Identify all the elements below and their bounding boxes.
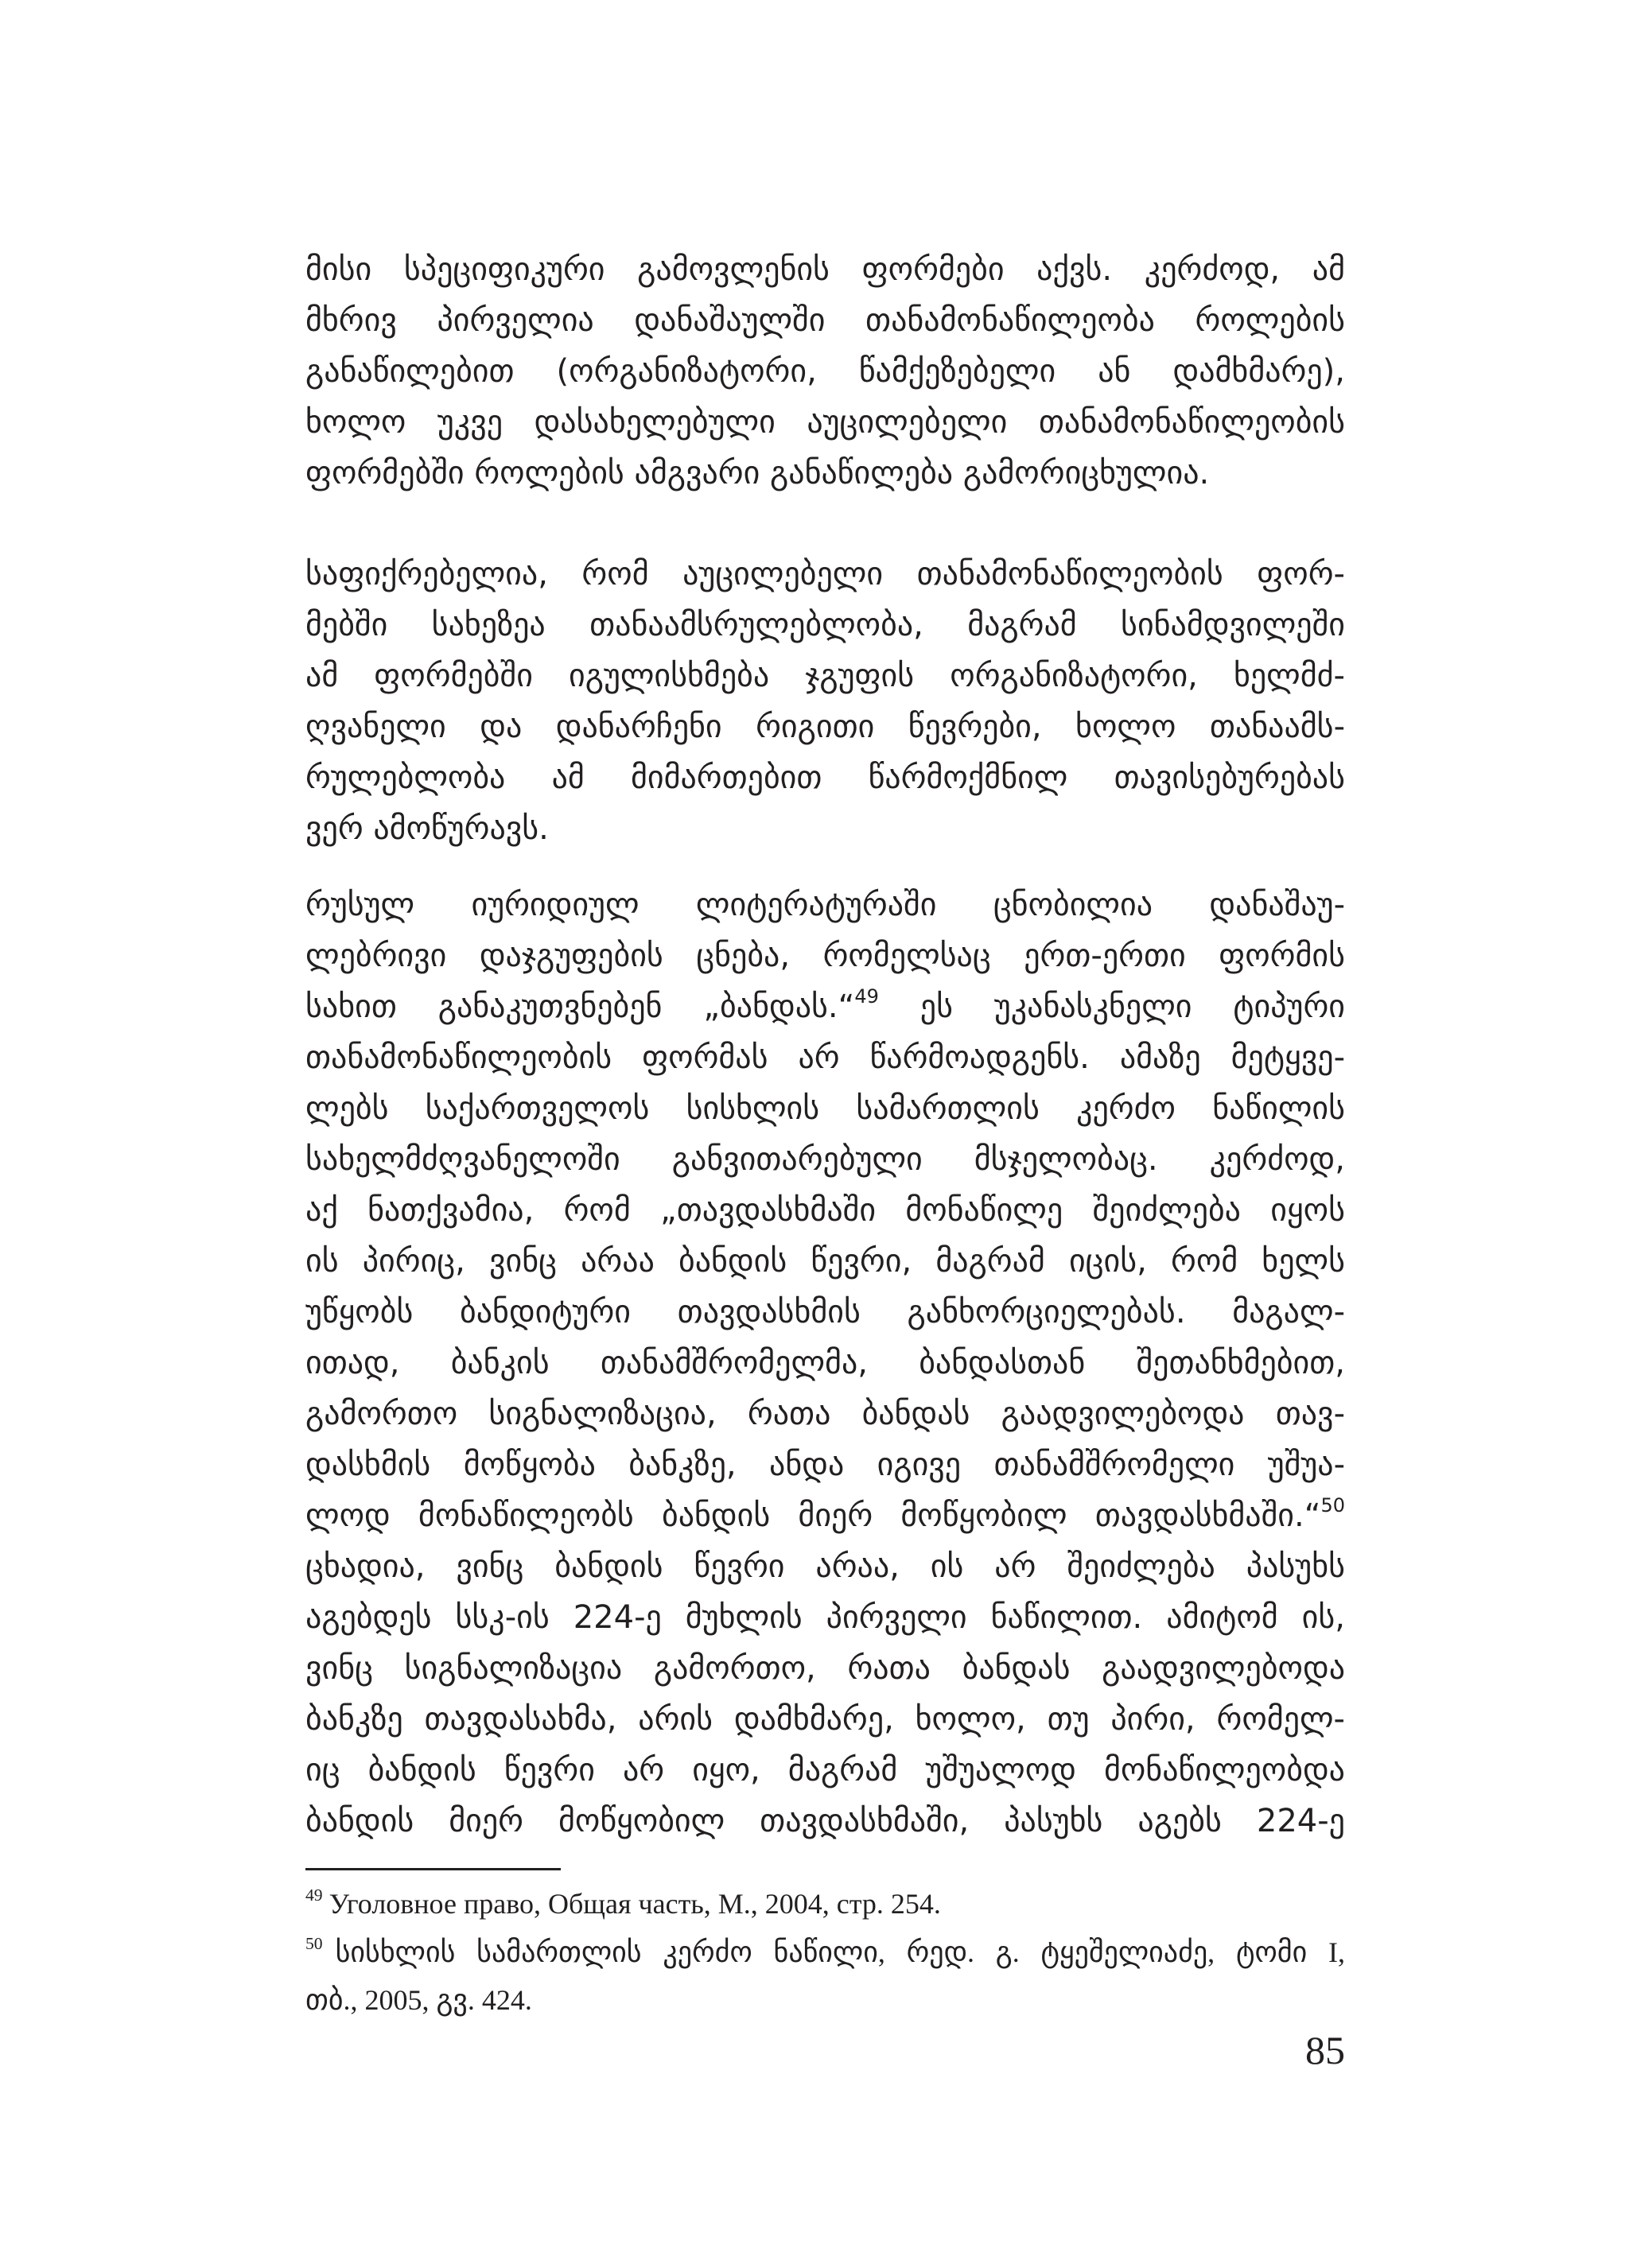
text-line xyxy=(305,295,1345,346)
line-text: იც ბანდის წევრი არ იყო, მაგრამ უშუალოდ მონაწილეობდა xyxy=(305,1752,1345,1788)
line-text: დასხმის მოწყობა ბანკზე, ანდა იგივე თანამშრომელი უშუა- xyxy=(305,1447,1345,1483)
text-line xyxy=(305,1745,1345,1796)
line-text: ცხადია, ვინც ბანდის წევრი არაა, ის არ შეიძლება პასუხს xyxy=(305,1548,1345,1585)
text-line xyxy=(305,1643,1345,1694)
footnote-text xyxy=(305,1885,941,1920)
line-text: უწყობს ბანდიტური თავდასხმის განხორციელებას. მაგალ- xyxy=(305,1294,1345,1330)
footnote-number: 50 xyxy=(305,1933,323,1953)
text-line xyxy=(305,701,1345,752)
footnote-text-segment: სისხლის სამართლის კერძო ნაწილი, რედ. გ. ტყეშელიაძე, ტომი I, xyxy=(335,1936,1345,1968)
line-text: ღვანელი და დანარჩენი რიგითი წევრები, ხოლო თანაამს- xyxy=(305,709,1345,745)
line-text: ბანკზე თავდასახმა, არის დამხმარე, ხოლო, თუ პირი, რომელ- xyxy=(305,1701,1345,1738)
line-text: მებში სახეზეა თანაამსრულებლობა, მაგრამ სინამდვილეში xyxy=(305,607,1345,643)
text-line xyxy=(305,346,1345,397)
text-line xyxy=(305,880,1345,930)
line-text: ფორმებში როლების ამგვარი განაწილება გამორიცხულია. xyxy=(305,455,1210,491)
text-line xyxy=(305,397,1345,448)
line-text: რუსულ იურიდიულ ლიტერატურაში ცნობილია დანაშაუ- xyxy=(305,887,1345,923)
line-text: რულებლობა ამ მიმართებით წარმოქმნილ თავისებურებას xyxy=(305,759,1345,796)
line-text-segment: ლოდ მონაწილეობს ბანდის მიერ მოწყობილ თავდასხმაში.“ xyxy=(305,1497,1321,1534)
line-text: განაწილებით (ორგანიზატორი, წამქეზებელი ან დამხმარე), xyxy=(305,353,1345,390)
text-line xyxy=(305,1490,1345,1541)
line-text: ვინც სიგნალიზაცია გამორთო, რათა ბანდას გაადვილებოდა xyxy=(305,1650,1345,1687)
line-text: სახელმძღვანელოში განვითარებული მსჯელობაც. კერძოდ, xyxy=(305,1141,1345,1178)
text-line xyxy=(305,650,1345,701)
text-line xyxy=(305,1032,1345,1083)
text-line xyxy=(305,803,1345,854)
text-line xyxy=(305,1694,1345,1745)
text-line xyxy=(305,1338,1345,1388)
paragraph xyxy=(305,244,1345,499)
line-text: ბანდის მიერ მოწყობილ თავდასხმაში, პასუხს აგებს 224-ე xyxy=(305,1803,1345,1839)
line-text: ის პირიც, ვინც არაა ბანდის წევრი, მაგრამ იცის, რომ ხელს xyxy=(305,1243,1345,1280)
footnote-text: თბ., 2005, გვ. 424. xyxy=(305,1984,532,2016)
line-text: ლებრივი დაჯგუფების ცნება, რომელსაც ერთ-ერთი ფორმის xyxy=(305,938,1345,974)
paragraph xyxy=(305,880,1345,1847)
text-line xyxy=(305,1185,1345,1236)
text-line xyxy=(305,1592,1345,1643)
line-text: მისი სპეციფიკური გამოვლენის ფორმები აქვს. კერძოდ, ამ xyxy=(305,251,1345,288)
text-line xyxy=(305,1796,1345,1847)
footnote-number: 49 xyxy=(305,1885,323,1905)
line-text: აქ ნათქვამია, რომ „თავდასხმაში მონაწილე შეიძლება იყოს xyxy=(305,1192,1345,1229)
line-text-segment: ეს უკანასკნელი ტიპური xyxy=(878,988,1345,1025)
line-text: საფიქრებელია, რომ აუცილებელი თანამონაწილეობის ფორ- xyxy=(305,556,1345,592)
line-text: ლებს საქართველოს სისხლის სამართლის კერძო ნაწილის xyxy=(305,1090,1345,1127)
line-text xyxy=(305,985,1345,1025)
text-line xyxy=(305,981,1345,1032)
text-line xyxy=(305,1287,1345,1338)
text-line xyxy=(305,752,1345,803)
line-text: ამ ფორმებში იგულისხმება ჯგუფის ორგანიზატორი, ხელმძ- xyxy=(305,658,1345,694)
footnote-line xyxy=(305,1928,1345,1976)
text-line xyxy=(305,600,1345,650)
text-line xyxy=(305,1439,1345,1490)
page-number: 85 xyxy=(1305,2028,1345,2072)
line-text: გამორთო სიგნალიზაცია, რათა ბანდას გაადვილებოდა თავ- xyxy=(305,1396,1345,1432)
footnote xyxy=(305,1928,1345,2024)
footnote-line xyxy=(305,1976,1345,2024)
line-text: მხრივ პირველია დანაშაულში თანამონაწილეობა როლების xyxy=(305,302,1345,339)
line-text: ითად, ბანკის თანამშრომელმა, ბანდასთან შეთანხმებით, xyxy=(305,1345,1345,1381)
text-line xyxy=(305,448,1345,499)
line-text-segment: სახით განაკუთვნებენ „ბანდას.“ xyxy=(305,988,855,1025)
line-text: ხოლო უკვე დასახელებული აუცილებელი თანამონაწილეობის xyxy=(305,404,1345,441)
text-line xyxy=(305,244,1345,295)
footnote-separator xyxy=(305,1868,561,1870)
line-text: თანამონაწილეობის ფორმას არ წარმოადგენს. ამაზე მეტყვე- xyxy=(305,1039,1345,1076)
paragraph xyxy=(305,549,1345,854)
line-text xyxy=(305,1494,1345,1534)
line-text: ვერ ამოწურავს. xyxy=(305,810,549,847)
text-line xyxy=(305,930,1345,981)
footnote xyxy=(305,1880,1345,1928)
text-line xyxy=(305,549,1345,600)
text-line xyxy=(305,1388,1345,1439)
text-line xyxy=(305,1134,1345,1185)
text-line xyxy=(305,1236,1345,1287)
footnote-text-segment: Уголовное право, Общая часть, М., 2004, стр. 254. xyxy=(329,1888,941,1920)
text-line xyxy=(305,1541,1345,1592)
text-line xyxy=(305,1083,1345,1134)
footnote-ref: 49 xyxy=(854,985,879,1008)
footnote-ref: 50 xyxy=(1320,1494,1345,1517)
line-text: აგებდეს სსკ-ის 224-ე მუხლის პირველი ნაწილით. ამიტომ ის, xyxy=(305,1599,1345,1636)
footnote-text xyxy=(305,1933,1345,1968)
footnote-line xyxy=(305,1880,1345,1928)
